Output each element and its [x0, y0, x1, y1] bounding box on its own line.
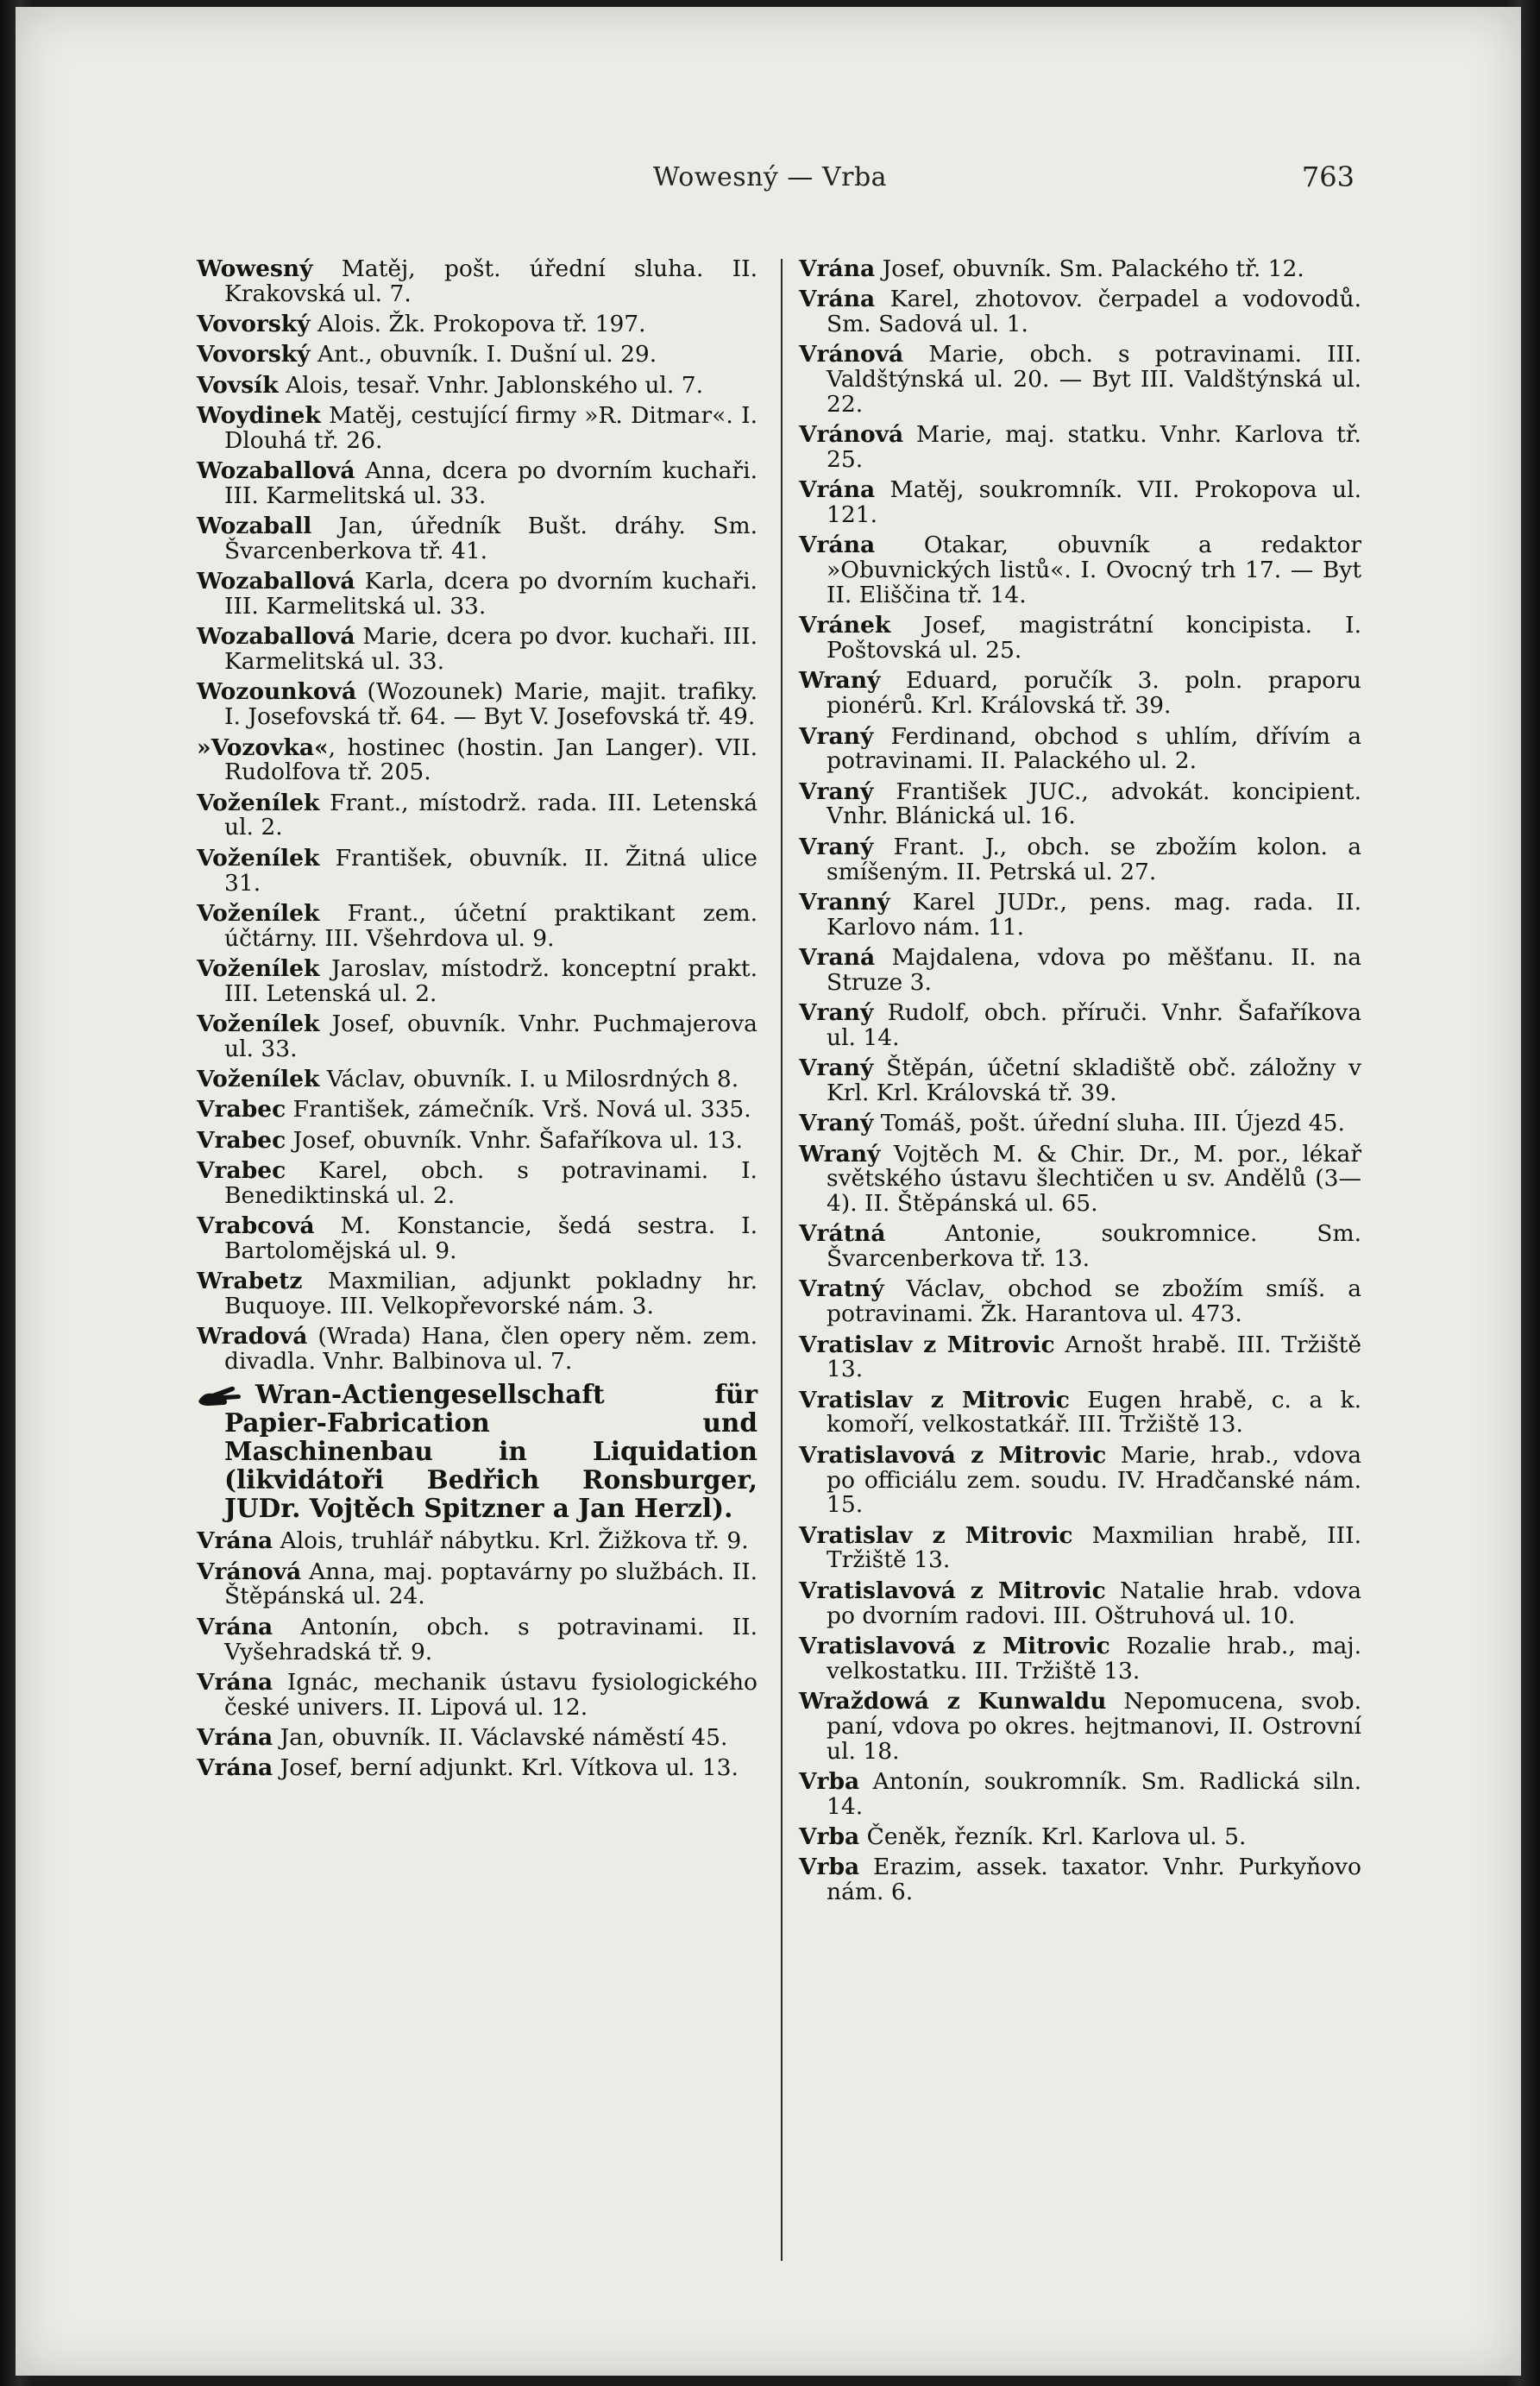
entry-details: František, zámečník. Vrš. Nová ul. 335.	[286, 1096, 751, 1124]
entry-details: Matěj, pošt. úřední sluha. II. Krakovská ul. 7.	[224, 255, 757, 307]
entry-name: Vovorský	[197, 311, 311, 338]
entry-details: Maxmilian, adjunkt pokladny hr. Buquoye. III. Velkopřevorské nám. 3.	[224, 1268, 757, 1319]
entry-details: Jan, obuvník. II. Václavské náměstí 45.	[273, 1723, 728, 1751]
directory-entry	[799, 1001, 1361, 1051]
directory-entry	[799, 1579, 1361, 1629]
directory-entry	[799, 287, 1361, 337]
entry-name: Vrba	[799, 1767, 860, 1795]
entry-name: Wozaball	[197, 513, 312, 540]
entry-details: (likvidátoři Bedřich Ronsburger, JUDr. Vojtěch Spitzner a Jan Herzl).	[224, 1464, 757, 1524]
entry-details: František JUC., advokát. koncipient. Vnhr. Blánická ul. 16.	[827, 777, 1361, 830]
entry-details: Rozalie hrab., maj. velkostatku. III. Tržiště 13.	[827, 1632, 1361, 1684]
entry-name: Wowesný	[197, 255, 313, 282]
entry-details: Alois, truhlář nábytku. Krl. Žižkova tř. 9.	[273, 1527, 749, 1555]
entry-details: (Wrada) Hana, člen opery něm. zem. divadla. Vnhr. Balbinova ul. 7.	[224, 1323, 757, 1376]
directory-entry	[799, 722, 1361, 775]
directory-entry	[799, 343, 1361, 417]
entry-details: Marie, dcera po dvor. kuchaři. III. Karmelitská ul. 33.	[224, 623, 757, 676]
directory-entry	[799, 1111, 1361, 1136]
column-divider	[781, 259, 783, 2261]
entry-name: Vrána	[197, 1668, 273, 1696]
entry-details: Josef, obuvník. Vnhr. Šafaříkova ul. 13.	[286, 1126, 743, 1154]
entry-details: Ferdinand, obchod s uhlím, dřívím a potravinami. II. Palackého ul. 2.	[827, 722, 1361, 775]
entry-details: Karel, obch. s potravinami. I. Benediktinská ul. 2.	[224, 1157, 757, 1209]
entry-details: Antonín, obch. s potravinami. II. Vyšehradská tř. 9.	[224, 1613, 757, 1665]
entry-details: Frant. J., obch. se zbožím kolon. a smíšeným. II. Petrská ul. 27.	[827, 833, 1361, 885]
entry-name: Vraný	[799, 1110, 874, 1137]
entry-name: Vrána	[197, 1613, 273, 1640]
entry-name: Vratislavová z Mitrovic	[799, 1577, 1106, 1604]
entry-name: Vratný	[799, 1275, 884, 1303]
entry-details: Majdalena, vdova po měšťanu. II. na Struze 3.	[827, 943, 1361, 996]
entry-name: Vrána	[197, 1754, 273, 1782]
entry-name: Wraždowá z Kunwaldu	[799, 1687, 1107, 1715]
advertisement-entry	[197, 1380, 757, 1522]
directory-entry	[799, 1521, 1361, 1574]
entry-name: Vrba	[799, 1823, 860, 1850]
entry-details: Josef, magistrátní koncipista. I. Poštovská ul. 25.	[827, 612, 1361, 664]
directory-entry	[197, 1668, 757, 1721]
entry-name: Voženílek	[197, 844, 320, 872]
entry-name: Vraný	[799, 833, 874, 860]
directory-entry	[799, 1687, 1361, 1765]
pointing-hand-icon	[197, 1382, 247, 1408]
entry-name: Vranný	[799, 888, 890, 916]
directory-entry	[197, 844, 757, 897]
entry-details: Václav, obuvník. I. u Milosrdných 8.	[319, 1066, 739, 1093]
entry-name: Vraný	[799, 777, 874, 805]
entry-details: Václav, obchod se zbožím smíš. a potravinami. Žk. Harantova ul. 473.	[827, 1275, 1361, 1328]
entry-name: Vratislav z Mitrovic	[799, 1331, 1055, 1358]
entry-name: Voženílek	[197, 1010, 320, 1038]
directory-entry	[799, 614, 1361, 664]
entry-details: Ignác, mechanik ústavu fysiologického české univers. II. Lipová ul. 12.	[224, 1668, 757, 1721]
directory-entry	[799, 1222, 1361, 1272]
entry-details: František, obuvník. II. Žitná ulice 31.	[224, 844, 757, 897]
entry-name: Vovsík	[197, 371, 279, 399]
entry-name: Voženílek	[197, 1066, 320, 1093]
directory-entry	[197, 257, 757, 307]
entry-details: (Wozounek) Marie, majit. trafiky. I. Josefovská tř. 64. — Byt V. Josefovská tř. 49.	[224, 678, 757, 731]
entry-details: , hostinec (hostin. Jan Langer). VII. Rudolfova tř. 205.	[224, 733, 757, 786]
entry-details: Rudolf, obch. příruči. Vnhr. Šafaříkova ul. 14.	[827, 999, 1361, 1051]
entry-details: Antonín, soukromník. Sm. Radlická siln. 14.	[827, 1767, 1361, 1820]
entry-name: Vrabcová	[197, 1212, 315, 1240]
directory-entry	[799, 1825, 1361, 1850]
entry-name: Vrabec	[197, 1157, 286, 1184]
entry-name: Wraný	[799, 667, 881, 695]
entry-details: Otakar, obuvník a redaktor »Obuvnických listů«. I. Ovocný trh 17. — Byt II. Eliščina tř. 14.	[827, 532, 1361, 609]
directory-entry	[799, 1855, 1361, 1905]
directory-entry	[799, 835, 1361, 885]
directory-entry	[197, 680, 757, 730]
entry-name: Vránová	[197, 1558, 302, 1585]
entry-name: Voženílek	[197, 954, 320, 982]
directory-entry	[197, 954, 757, 1007]
directory-entry	[799, 1767, 1361, 1820]
entry-details: Anna, maj. poptavárny po službách. II. Štěpánská ul. 24.	[224, 1558, 757, 1610]
entry-name: Vraný	[799, 999, 874, 1027]
entry-name: Vratislavová z Mitrovic	[799, 1632, 1110, 1659]
entry-details: Matěj, cestující firmy »R. Ditmar«. I. Dlouhá tř. 26.	[224, 401, 757, 454]
entry-name: Voženílek	[197, 899, 320, 927]
directory-entry	[799, 257, 1361, 282]
directory-entry	[197, 1560, 757, 1610]
entry-name: Wradová	[197, 1323, 308, 1350]
directory-entry	[799, 533, 1361, 608]
directory-entry	[197, 1098, 757, 1123]
entry-name: Vrba	[799, 1854, 860, 1881]
entry-details: Jan, úředník Bušt. dráhy. Sm. Švarcenberkova tř. 41.	[224, 513, 757, 564]
directory-entry	[799, 423, 1361, 473]
entry-details: Štěpán, účetní skladiště obč. záložny v Krl. Krl. Královská tř. 39.	[827, 1054, 1361, 1106]
left-column	[197, 257, 757, 1787]
entry-name: Vratislavová z Mitrovic	[799, 1441, 1107, 1469]
directory-entry	[799, 1441, 1361, 1519]
directory-entry	[197, 1269, 757, 1319]
page-number: 763	[1301, 161, 1355, 193]
entry-name: Vrána	[799, 286, 876, 313]
entry-details: Anna, dcera po dvorním kuchaři. III. Karmelitská ul. 33.	[224, 457, 757, 509]
directory-entry	[799, 1634, 1361, 1684]
entry-name: Vrabec	[197, 1096, 286, 1124]
entry-details: Karel, zhotovov. čerpadel a vodovodů. Sm. Sadová ul. 1.	[827, 286, 1361, 338]
entry-details: Alois, tesař. Vnhr. Jablonského ul. 7.	[278, 371, 704, 399]
entry-name: Wozaballová	[197, 623, 355, 651]
entry-details: Alois. Žk. Prokopova tř. 197.	[310, 311, 646, 338]
right-column	[799, 257, 1361, 1911]
directory-entry	[197, 1756, 757, 1781]
directory-entry	[197, 625, 757, 675]
entry-details: Erazim, assek. taxator. Vnhr. Purkyňovo nám. 6.	[827, 1854, 1361, 1906]
entry-details: Josef, berní adjunkt. Krl. Vítkova ul. 13.	[273, 1754, 739, 1782]
entry-name: Wraný	[799, 1140, 881, 1168]
entry-details: Karla, dcera po dvorním kuchaři. III. Karmelitská ul. 33.	[224, 568, 757, 620]
running-head: Wowesný — Vrba	[652, 162, 888, 192]
entry-name: Vratislav z Mitrovic	[799, 1521, 1073, 1549]
entry-name: Wozaballová	[197, 457, 355, 485]
directory-entry	[197, 401, 757, 454]
entry-details: Nepomucena, svob. paní, vdova po okres. hejtmanovi, II. Ostrovní ul. 18.	[827, 1687, 1361, 1765]
directory-entry	[197, 459, 757, 509]
directory-entry	[197, 343, 757, 368]
entry-details: Maxmilian hrabě, III. Tržiště 13.	[827, 1521, 1361, 1574]
entry-details: Frant., účetní praktikant zem. účtárny. III. Všehrdova ul. 9.	[224, 899, 757, 952]
entry-details: Čeněk, řezník. Krl. Karlova ul. 5.	[859, 1823, 1247, 1850]
entry-name: Voženílek	[197, 789, 320, 816]
entry-name: Vrána	[799, 476, 876, 504]
directory-entry	[197, 514, 757, 564]
entry-name: Wrabetz	[197, 1268, 303, 1295]
directory-entry	[197, 791, 757, 841]
directory-entry	[197, 1067, 757, 1092]
entry-name: Vrána	[197, 1723, 273, 1751]
entry-name: Vrána	[799, 532, 876, 559]
entry-details: Eduard, poručík 3. poln. praporu pionérů. Krl. Královská tř. 39.	[827, 667, 1361, 720]
entry-details: Frant., místodrž. rada. III. Letenská ul. 2.	[224, 789, 757, 841]
entry-details: Karel JUDr., pens. mag. rada. II. Karlovo nám. 11.	[827, 888, 1361, 941]
directory-entry	[799, 943, 1361, 996]
entry-name: Vránek	[799, 612, 891, 639]
directory-entry	[799, 1140, 1361, 1218]
directory-entry	[197, 1159, 757, 1209]
entry-name: Wozounková	[197, 678, 357, 706]
entry-details: Josef, obuvník. Sm. Palackého tř. 12.	[875, 255, 1304, 282]
directory-entry	[197, 899, 757, 952]
entry-name: Wozaballová	[197, 568, 355, 595]
directory-entry	[799, 1277, 1361, 1327]
directory-entry	[197, 1325, 757, 1375]
entry-details: Natalie hrab. vdova po dvorním radovi. III. Oštruhová ul. 10.	[827, 1577, 1362, 1629]
entry-details: Arnošt hrabě. III. Tržiště 13.	[827, 1331, 1361, 1383]
directory-entry	[799, 1056, 1361, 1106]
directory-entry	[799, 888, 1361, 941]
entry-details: Ant., obuvník. I. Dušní ul. 29.	[310, 341, 657, 368]
entry-details: Marie, hrab., vdova po officiálu zem. soudu. IV. Hradčanské nám. 15.	[827, 1441, 1361, 1519]
entry-details: Antonie, soukromnice. Sm. Švarcenberkova tř. 13.	[827, 1220, 1361, 1273]
directory-entry	[799, 478, 1361, 528]
entry-name: Vraná	[799, 943, 876, 971]
directory-entry	[197, 570, 757, 620]
entry-details: Eugen hrabě, c. a k. komoří, velkostatkář. III. Tržiště 13.	[827, 1386, 1361, 1439]
entry-name: Vovorský	[197, 341, 311, 368]
directory-entry	[197, 1126, 757, 1154]
entry-details: Josef, obuvník. Vnhr. Puchmajerova ul. 33.	[224, 1010, 757, 1062]
directory-entry	[197, 733, 757, 786]
directory-entry	[799, 669, 1361, 719]
entry-name: Vrátná	[799, 1220, 886, 1248]
entry-name: Vrabec	[197, 1126, 286, 1154]
directory-entry	[197, 312, 757, 337]
entry-name: Vraný	[799, 1054, 874, 1082]
entry-name: Vrána	[799, 255, 876, 282]
directory-entry	[197, 1529, 757, 1554]
entry-details: Matěj, soukromník. VII. Prokopova ul. 121.	[827, 476, 1361, 529]
entry-name: Vránová	[799, 421, 904, 449]
directory-entry	[197, 371, 757, 399]
entry-name: »Vozovka«	[197, 733, 329, 761]
entry-details: Vojtěch M. & Chir. Dr., M. por., lékař světského ústavu šlechtičen u sv. Andělů (3—4). II. Štěpánská ul. 65.	[827, 1140, 1361, 1218]
entry-details: Tomáš, pošt. úřední sluha. III. Újezd 45.	[873, 1110, 1345, 1137]
entry-name: Vrána	[197, 1527, 273, 1555]
directory-entry	[197, 1012, 757, 1062]
entry-name: Wran-Actiengesellschaft für Papier-Fabrication und Maschinenbau in Liquidation	[224, 1379, 757, 1467]
directory-entry	[799, 1388, 1361, 1439]
directory-entry	[197, 1615, 757, 1665]
entry-details: Marie, obch. s potravinami. III. Valdštýnská ul. 20. — Byt III. Valdštýnská ul. 22.	[827, 341, 1361, 418]
directory-entry	[197, 1214, 757, 1264]
directory-entry	[799, 1333, 1361, 1383]
directory-entry	[799, 777, 1361, 830]
entry-details: Marie, maj. statku. Vnhr. Karlova tř. 25.	[827, 421, 1361, 474]
entry-details: Jaroslav, místodrž. konceptní prakt. III. Letenská ul. 2.	[224, 954, 757, 1007]
entry-details: M. Konstancie, šedá sestra. I. Bartolomějská ul. 9.	[224, 1212, 757, 1264]
entry-name: Vraný	[799, 722, 874, 750]
directory-entry	[197, 1723, 757, 1751]
entry-name: Vránová	[799, 341, 904, 368]
entry-name: Vratislav z Mitrovic	[799, 1386, 1070, 1413]
entry-name: Woydinek	[197, 401, 321, 429]
